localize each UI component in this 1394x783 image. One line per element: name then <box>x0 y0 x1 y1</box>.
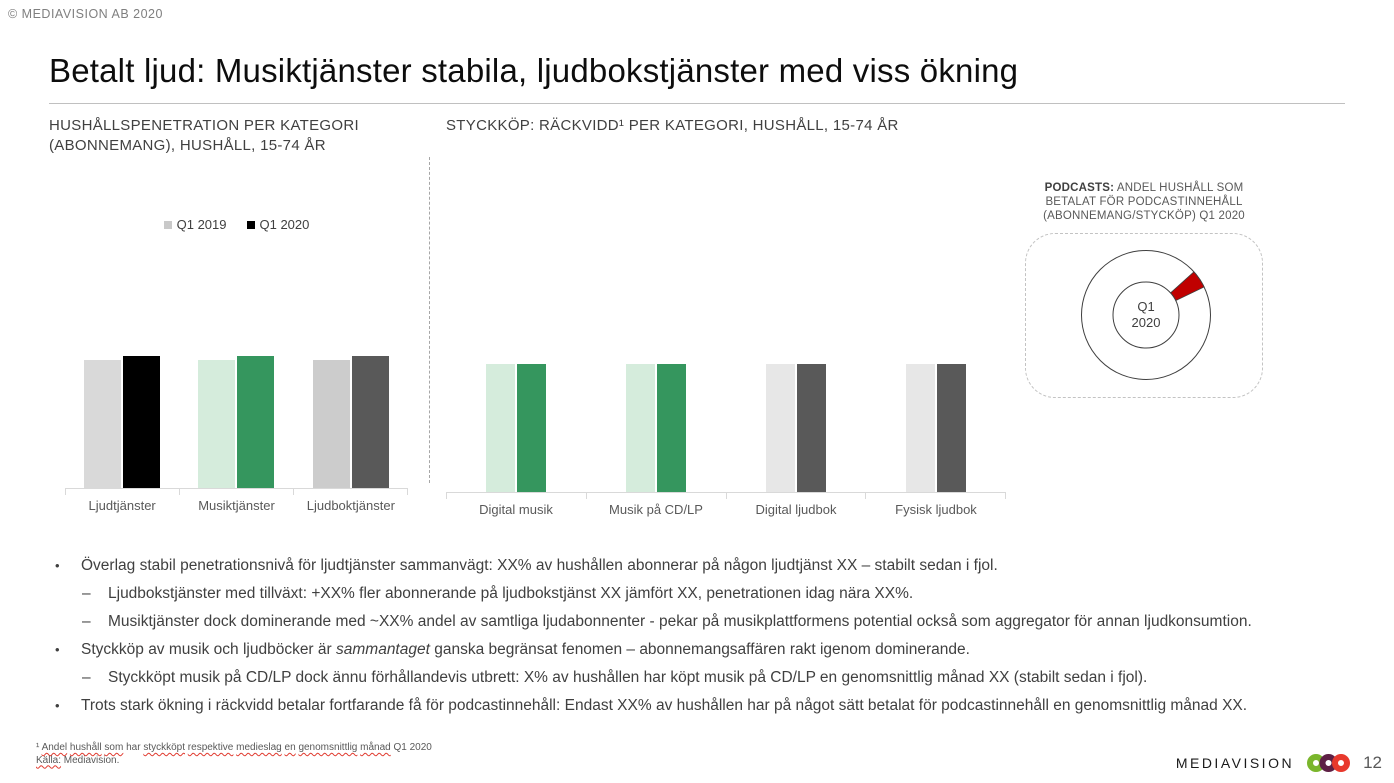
bar-group <box>726 364 866 492</box>
source-line: Källa: Mediavision. <box>36 754 120 766</box>
bullet-text: Trots stark ökning i räckvidd betalar fortfarande få för podcastinnehåll: Endast XX% av hushållen har på något sätt betalat för podcastinnehåll en genomsnittlig månad XX. <box>81 697 1248 714</box>
bullet-text: Styckköp av musik och ljudböcker är sammantaget ganska begränsat fenomen – abonnemangsaffären rakt igenom dominerande. <box>81 641 970 658</box>
chart-title-line: (ABONNEMANG), HUSHÅLL, 15-74 ÅR <box>49 137 326 154</box>
brand-wordmark: MEDIAVISION <box>1175 755 1295 771</box>
red-ring <box>1335 757 1347 769</box>
bar <box>123 356 160 488</box>
bar <box>313 360 350 488</box>
bullet-marker: – <box>82 669 91 686</box>
category-label: Ljudboktjänster <box>306 498 395 513</box>
axis-tick <box>446 493 586 499</box>
title-divider <box>49 103 1345 104</box>
bullet-text: Överlag stabil penetrationsnivå för ljudtjänster sammanvägt: XX% av hushållen abonnerar på någon ljudtjänst XX – stabilt sedan i fjol. <box>81 557 998 574</box>
bullet-item <box>0 636 1394 664</box>
legend-label: Q1 2020 <box>259 217 310 232</box>
axis-tick <box>65 489 179 495</box>
bar-group <box>179 356 293 488</box>
page-title: Betalt ljud: Musiktjänster stabila, ljudbokstjänster med viss ökning <box>49 52 1019 89</box>
podcast-card <box>1025 233 1263 398</box>
axis-labels <box>65 498 408 513</box>
bar-group <box>866 364 1006 492</box>
bar <box>766 364 795 492</box>
legend-item <box>164 217 227 232</box>
footnote <box>36 742 432 767</box>
category-label: Musik på CD/LP <box>609 502 703 517</box>
chart-title-line: STYCKKÖP: RÄCKVIDD¹ PER KATEGORI, HUSHÅLL, 15-74 ÅR <box>446 117 899 134</box>
axis-baseline <box>446 492 1006 499</box>
sub-bullet-item <box>0 580 1394 608</box>
category-label: Musiktjänster <box>198 498 275 513</box>
bullet-marker: – <box>82 613 91 630</box>
legend-label: Q1 2019 <box>176 217 227 232</box>
podcast-title-line: ANDEL HUSHÅLL SOM <box>1114 182 1244 194</box>
bullet-item <box>0 552 1394 580</box>
donut-center-label: 2020 <box>1131 315 1161 330</box>
bullet-marker: • <box>55 642 60 657</box>
category-label: Digital ljudbok <box>755 502 837 517</box>
penetration-bar-chart <box>65 356 408 513</box>
chart-title-penetration <box>49 116 359 156</box>
axis-tick <box>293 489 408 495</box>
bar <box>198 360 235 488</box>
bar <box>84 360 121 488</box>
axis-tick <box>586 493 726 499</box>
bar <box>517 364 546 492</box>
bar <box>797 364 826 492</box>
bar-plot <box>446 364 1006 492</box>
bar-group <box>294 356 408 488</box>
category-label: Fysisk ljudbok <box>895 502 977 517</box>
podcast-title-emphasis: PODCASTS: <box>1044 182 1115 194</box>
axis-tick <box>726 493 866 499</box>
bar-plot <box>65 356 408 488</box>
bullet-list <box>0 552 1394 720</box>
bar-group <box>446 364 586 492</box>
bullet-marker: – <box>82 585 91 602</box>
bar <box>486 364 515 492</box>
legend-swatch <box>247 221 255 229</box>
bar <box>906 364 935 492</box>
bar <box>626 364 655 492</box>
bullet-marker: • <box>55 698 60 713</box>
bar <box>937 364 966 492</box>
podcast-title <box>1023 181 1265 223</box>
legend-item <box>247 217 310 232</box>
chart-title-styckkop <box>446 116 899 136</box>
bullet-text: Musiktjänster dock dominerande med ~XX% andel av samtliga ljudabonnenter - pekar på musikplattformens potential också som aggregator för annan ljudkonsumtion. <box>108 613 1252 630</box>
podcast-donut-chart <box>1026 234 1264 399</box>
axis-baseline <box>65 488 408 495</box>
bullet-marker: • <box>55 558 60 573</box>
donut-center-label: Q1 <box>1137 299 1155 314</box>
category-label: Ljudtjänster <box>88 498 156 513</box>
category-label: Digital musik <box>479 502 553 517</box>
bar <box>657 364 686 492</box>
sub-bullet-item <box>0 664 1394 692</box>
footnote-line: ¹ Andel hushåll som har styckköpt respektive medieslag en genomsnittlig månad Q1 2020 <box>36 742 432 753</box>
axis-labels <box>446 502 1006 517</box>
copyright-text: © MEDIAVISION AB 2020 <box>8 7 163 21</box>
bullet-text: Styckköpt musik på CD/LP dock ännu förhållandevis utbrett: X% av hushållen har köpt musik på CD/LP en genomsnittlig månad XX (stabilt sedan i fjol). <box>108 669 1148 686</box>
podcast-title-line: BETALAT FÖR PODCASTINNEHÅLL <box>1045 196 1243 208</box>
page-number: 12 <box>1363 753 1382 772</box>
bar <box>352 356 389 488</box>
bullet-text: Ljudbokstjänster med tillväxt: +XX% fler abonnerande på ljudbokstjänst XX jämfört XX, penetrationen idag nära XX%. <box>108 585 914 602</box>
styckkop-bar-chart <box>446 364 1006 517</box>
podcast-title-line: (ABONNEMANG/STYCKÖP) Q1 2020 <box>1043 210 1245 222</box>
bar <box>237 356 274 488</box>
chart-title-line: HUSHÅLLSPENETRATION PER KATEGORI <box>49 117 359 134</box>
brand-bar <box>1176 752 1382 774</box>
chart-legend <box>65 217 408 232</box>
bar-group <box>586 364 726 492</box>
dashed-separator-line <box>429 157 430 483</box>
axis-tick <box>179 489 293 495</box>
bullet-item <box>0 692 1394 720</box>
mediavision-rings-icon <box>1306 752 1351 774</box>
axis-tick <box>865 493 1006 499</box>
sub-bullet-item <box>0 608 1394 636</box>
legend-swatch <box>164 221 172 229</box>
bar-group <box>65 356 179 488</box>
